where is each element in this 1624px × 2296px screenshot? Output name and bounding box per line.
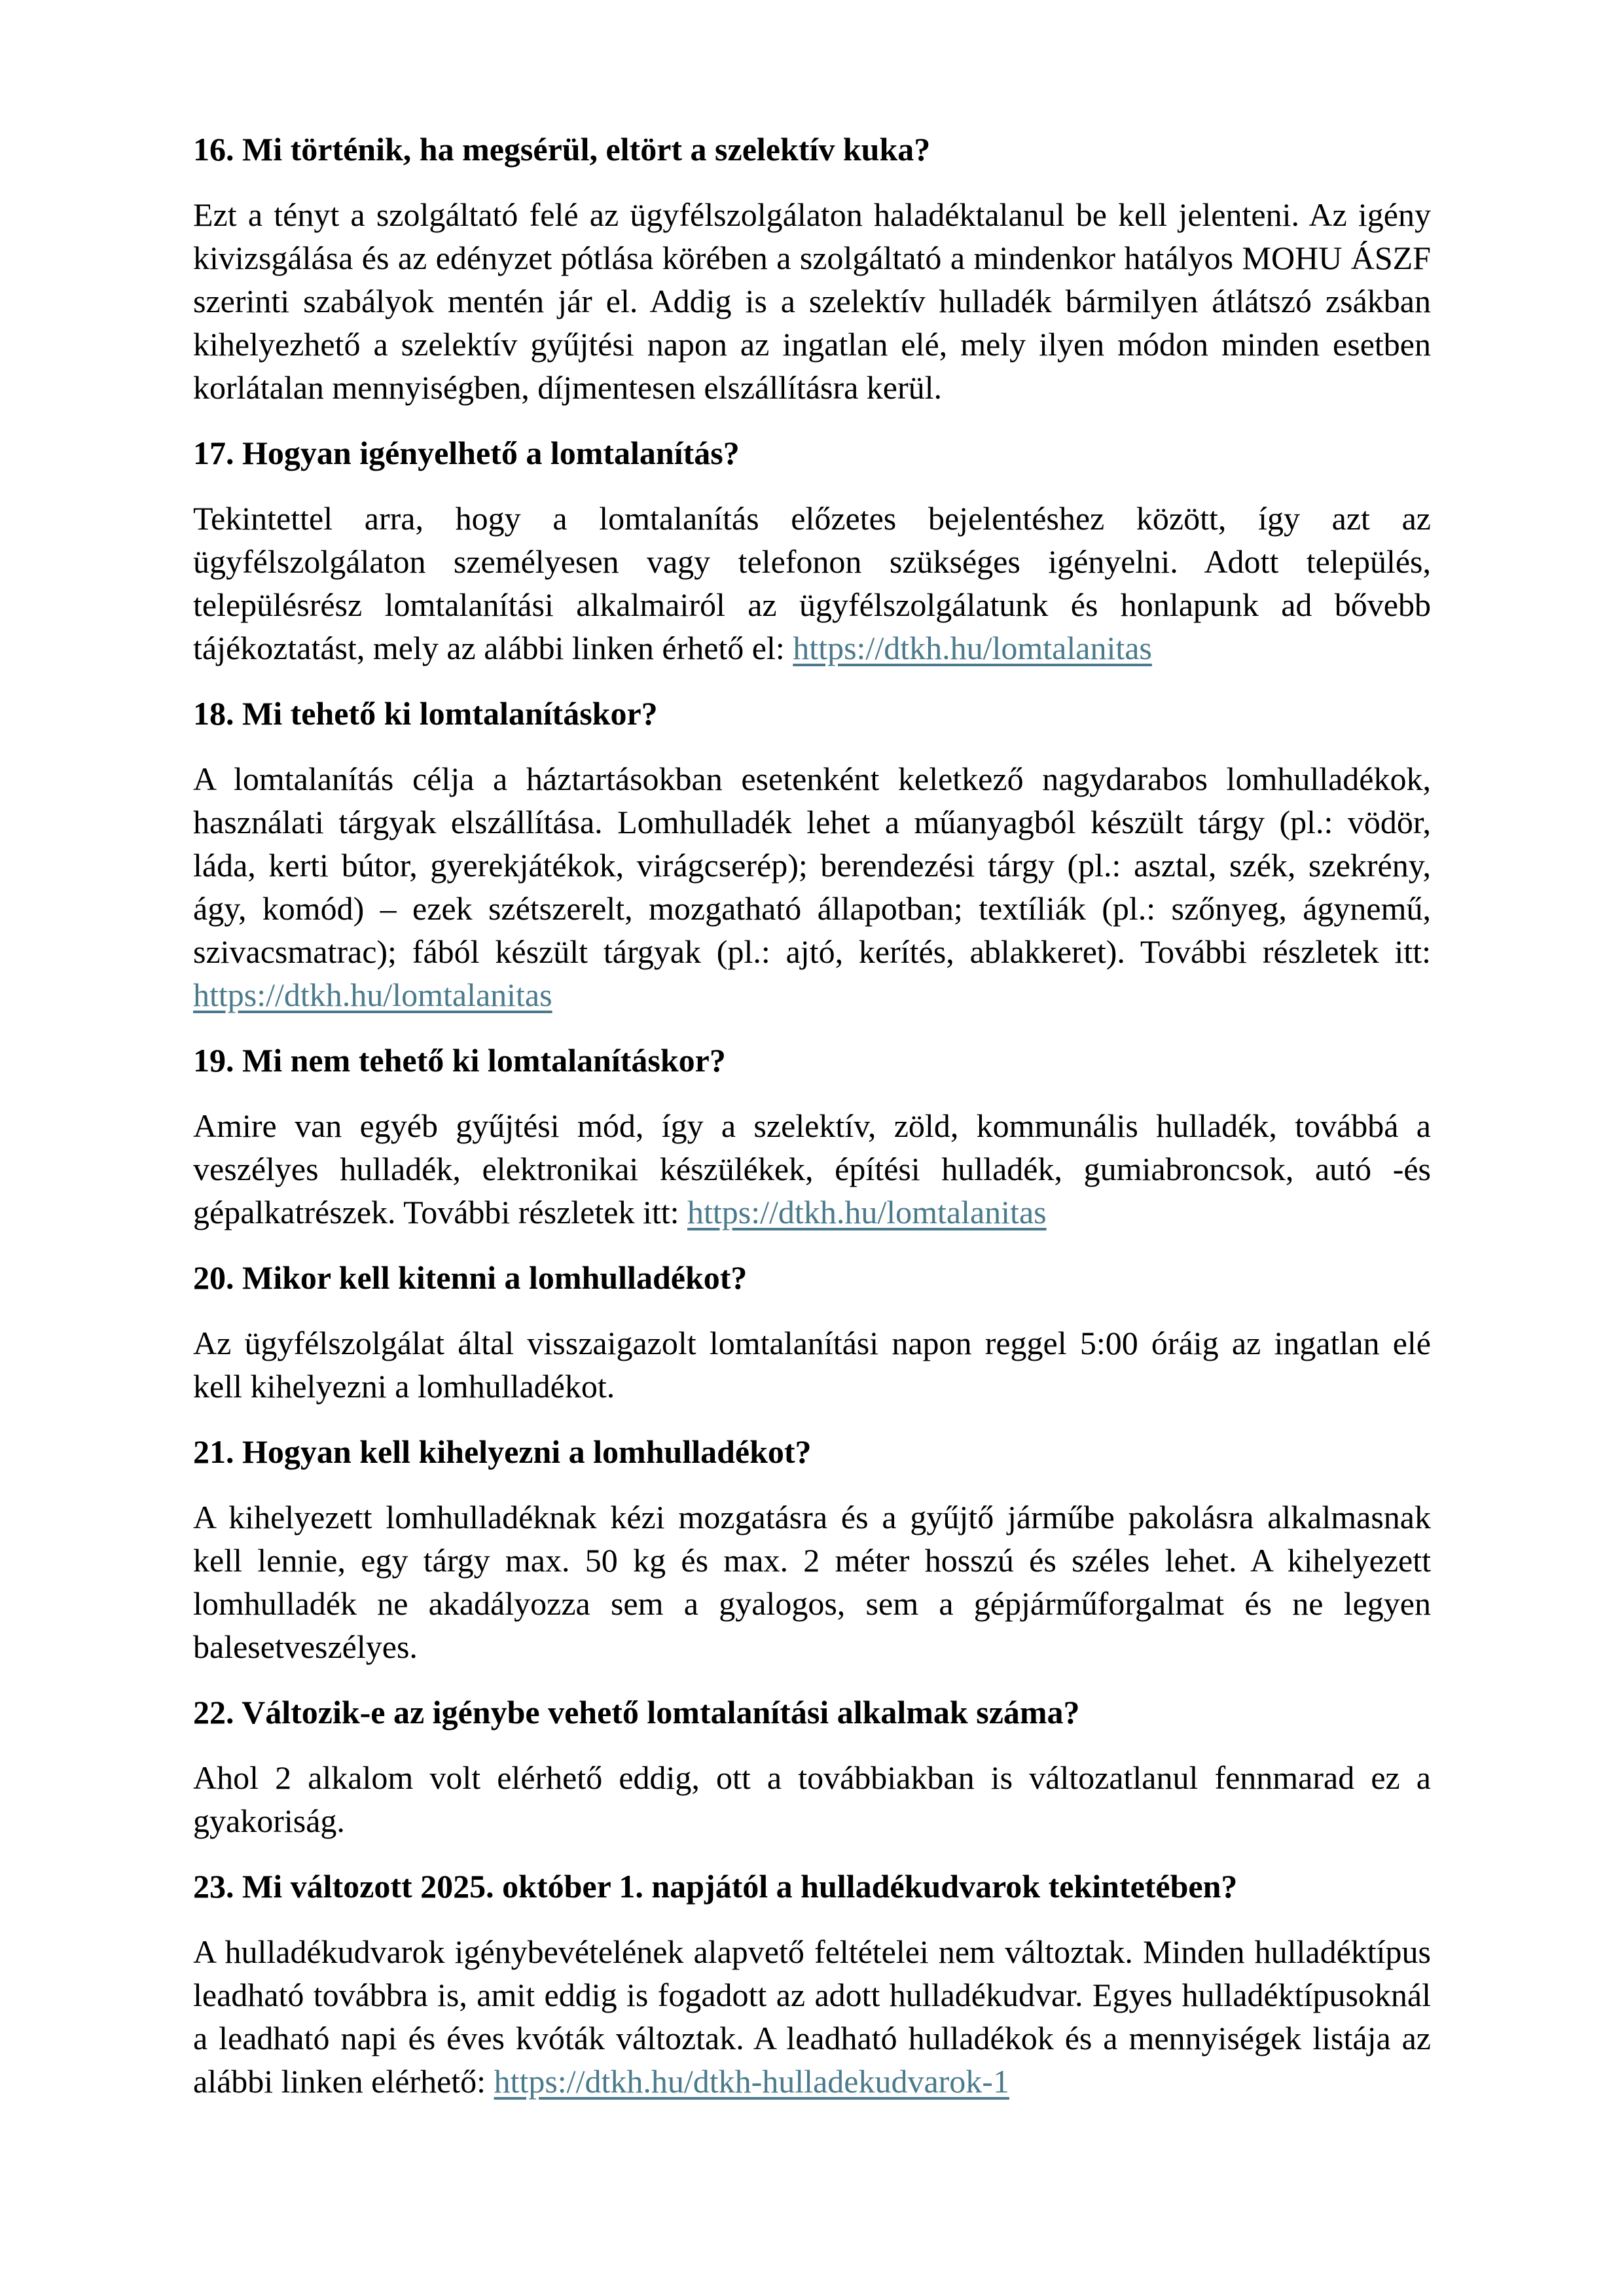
answer-paragraph (193, 1104, 1431, 1234)
question-heading: 21. Hogyan kell kihelyezni a lomhulladékot? (193, 1433, 812, 1470)
faq-section (193, 1256, 1431, 1408)
answer-paragraph (193, 1930, 1431, 2103)
faq-section (193, 1691, 1431, 1842)
hyperlink[interactable]: https://dtkh.hu/dtkh-hulladekudvarok-1 (494, 2063, 1009, 2100)
faq-section (193, 1865, 1431, 2103)
question-heading: 19. Mi nem tehető ki lomtalanításkor? (193, 1042, 726, 1079)
text-run: A kihelyezett lomhulladéknak kézi mozgatásra és a gyűjtő járműbe pakolásra alkalmasnak kell lennie, egy tárgy max. 50 kg és max. 2 méter hosszú és széles lehet. A kihelyezett lomhulladék ne akadályozza sem a gyalogos, sem a gépjárműforgalmat és ne legyen balesetveszélyes. (193, 1499, 1431, 1665)
question-heading: 22. Változik-e az igénybe vehető lomtalanítási alkalmak száma? (193, 1694, 1080, 1731)
text-run: Amire van egyéb gyűjtési mód, így a szelektív, zöld, kommunális hulladék, továbbá a veszélyes hulladék, elektronikai készülékek, építési hulladék, gumiabroncsok, autó -és gépalkatrészek. További részletek itt: (193, 1107, 1431, 1230)
answer-paragraph (193, 757, 1431, 1016)
question-heading: 23. Mi változott 2025. október 1. napjától a hulladékudvarok tekintetében? (193, 1868, 1238, 1905)
text-run: A lomtalanítás célja a háztartásokban esetenként keletkező nagydarabos lomhulladékok, használati tárgyak elszállítása. Lomhulladék lehet a műanyagból készült tárgy (pl.: vödör, láda, kerti bútor, gyerekjátékok, virágcserép); berendezési tárgy (pl.: asztal, szék, szekrény, ágy, komód) – ezek szétszerelt, mozgatható állapotban; textíliák (pl.: szőnyeg, ágynemű, szivacsmatrac); fából készült tárgyak (pl.: ajtó, kerítés, ablakkeret). További részletek itt: (193, 761, 1431, 970)
text-run: A hulladékudvarok igénybevételének alapvető feltételei nem változtak. Minden hulladéktípus leadható továbbra is, amit eddig is fogadott az adott hulladékudvar. Egyes hulladéktípusoknál a leadható napi és éves kvóták változtak. A leadható hulladékok és a mennyiségek listája az alábbi linken elérhető: (193, 1933, 1431, 2100)
faq-section (193, 1430, 1431, 1668)
faq-section (193, 1039, 1431, 1234)
answer-paragraph (193, 193, 1431, 409)
answer-paragraph (193, 1321, 1431, 1408)
faq-section (193, 692, 1431, 1016)
faq-section (193, 431, 1431, 670)
hyperlink[interactable]: https://dtkh.hu/lomtalanitas (687, 1194, 1047, 1230)
question-heading: 16. Mi történik, ha megsérül, eltört a szelektív kuka? (193, 131, 931, 168)
document-body (193, 128, 1431, 2103)
text-run: Tekintettel arra, hogy a lomtalanítás előzetes bejelentéshez között, így azt az ügyfélszolgálaton személyesen vagy telefonon szükséges igényelni. Adott település, településrész lomtalanítási alkalmairól az ügyfélszolgálatunk és honlapunk ad bővebb tájékoztatást, mely az alábbi linken érhető el: (193, 500, 1431, 666)
question-heading: 17. Hogyan igényelhető a lomtalanítás? (193, 435, 740, 471)
answer-paragraph (193, 1496, 1431, 1668)
question-heading: 20. Mikor kell kitenni a lomhulladékot? (193, 1259, 748, 1296)
faq-section (193, 128, 1431, 409)
answer-paragraph (193, 497, 1431, 670)
text-run: Ezt a tényt a szolgáltató felé az ügyfélszolgálaton haladéktalanul be kell jelenteni. Az igény kivizsgálása és az edényzet pótlása körében a szolgáltató a mindenkor hatályos MOHU ÁSZF szerinti szabályok mentén jár el. Addig is a szelektív hulladék bármilyen átlátszó zsákban kihelyezhető a szelektív gyűjtési napon az ingatlan elé, mely ilyen módon minden esetben korlátalan mennyiségben, díjmentesen elszállításra kerül. (193, 196, 1431, 406)
text-run: Az ügyfélszolgálat által visszaigazolt lomtalanítási napon reggel 5:00 óráig az ingatlan elé kell kihelyezni a lomhulladékot. (193, 1325, 1431, 1405)
text-run: Ahol 2 alkalom volt elérhető eddig, ott a továbbiakban is változatlanul fennmarad ez a gyakoriság. (193, 1759, 1431, 1839)
hyperlink[interactable]: https://dtkh.hu/lomtalanitas (793, 630, 1152, 666)
answer-paragraph (193, 1756, 1431, 1842)
hyperlink[interactable]: https://dtkh.hu/lomtalanitas (193, 977, 552, 1013)
question-heading: 18. Mi tehető ki lomtalanításkor? (193, 695, 658, 732)
